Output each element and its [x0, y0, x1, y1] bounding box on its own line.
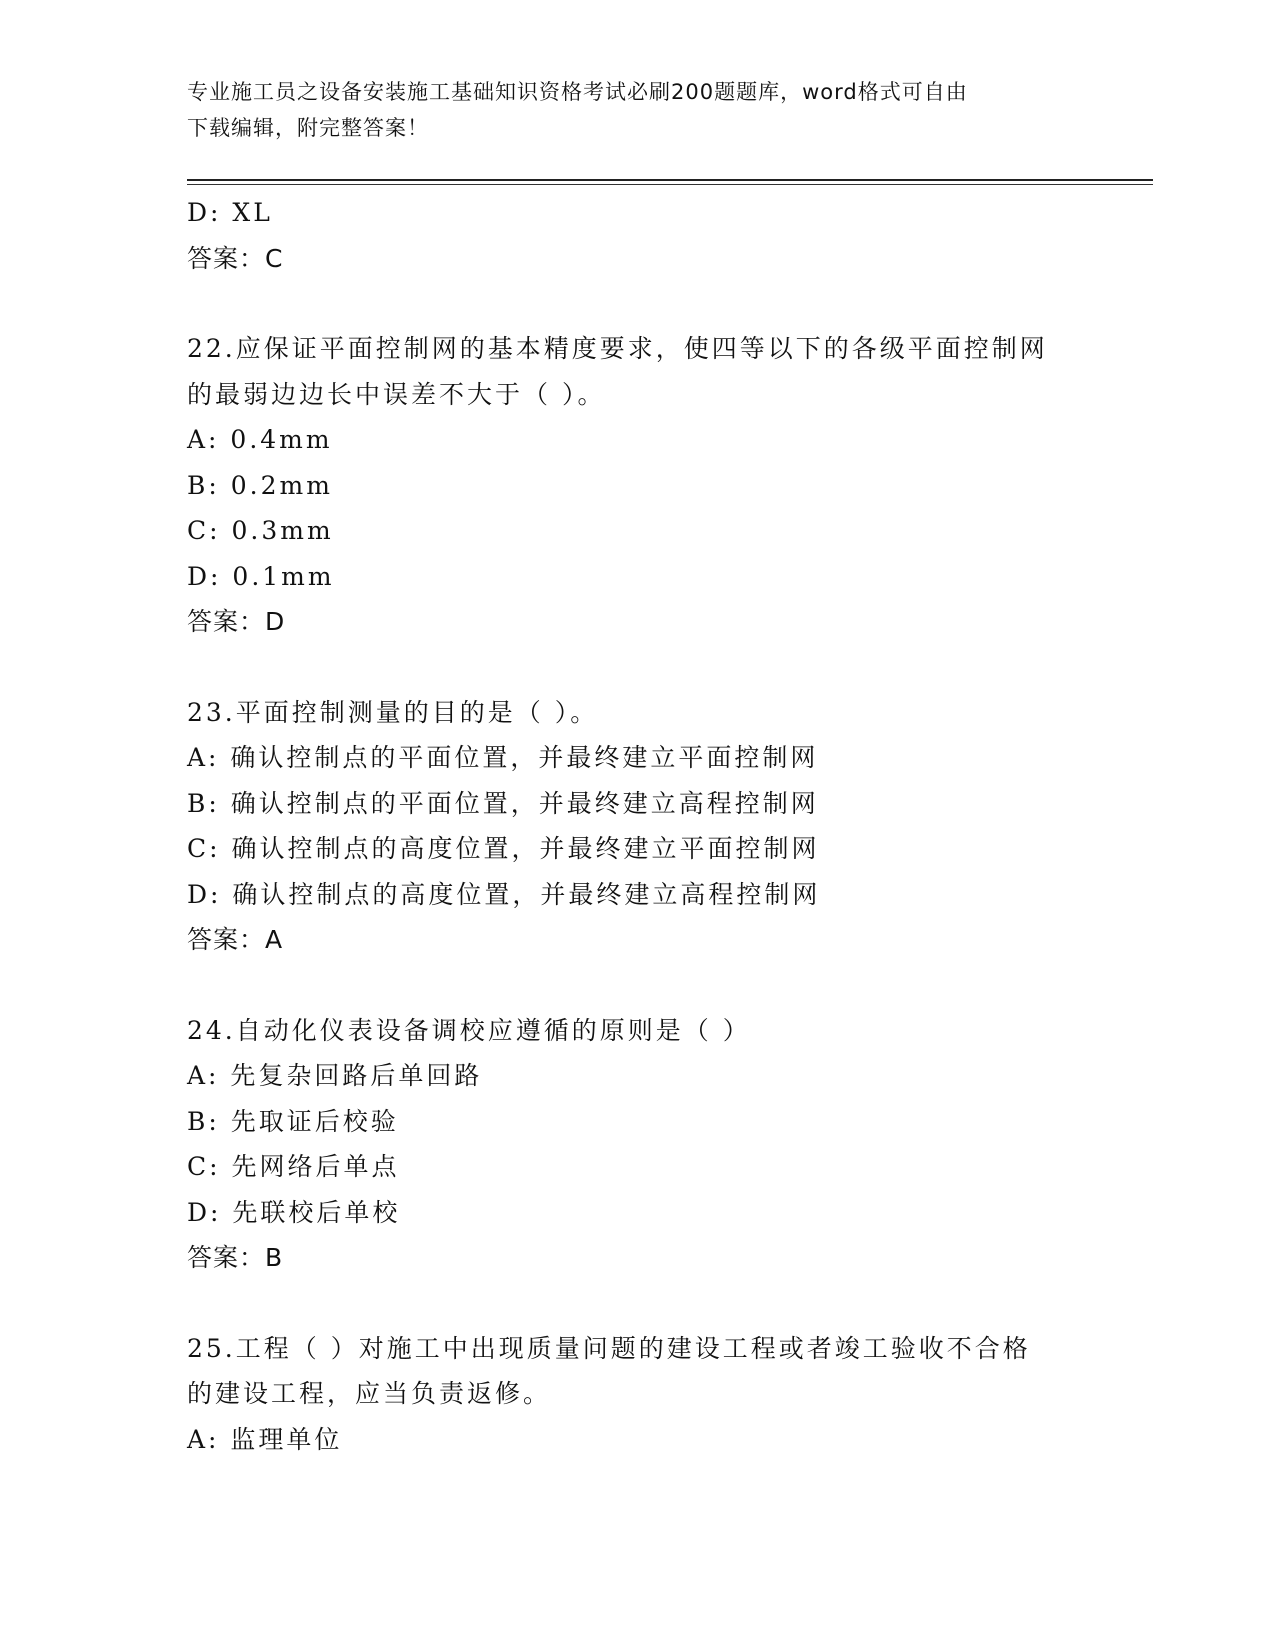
question-stem: 24.自动化仪表设备调校应遵循的原则是（ ）: [187, 1015, 751, 1045]
option-d: D: 先联校后单校: [187, 1197, 401, 1227]
question-23: [187, 690, 1087, 963]
question-stem: 的最弱边边长中误差不大于（ ）。: [187, 379, 606, 409]
header-rule-thick: [187, 179, 1153, 181]
option-d: D: XL: [187, 198, 273, 227]
answer: 答案：B: [187, 1243, 284, 1272]
document-header: [187, 74, 1067, 146]
option-d: D: 确认控制点的高度位置，并最终建立高程控制网: [187, 879, 821, 909]
option-b: B: 0.2mm: [187, 470, 333, 500]
option-d: D: 0.1mm: [187, 561, 335, 591]
option-a: A: 监理单位: [187, 1424, 343, 1454]
question-22: [187, 326, 1087, 645]
option-c: C: 先网络后单点: [187, 1152, 400, 1181]
option-b: B: 先取证后校验: [187, 1106, 399, 1136]
question-stem: 25.工程（ ）对施工中出现质量问题的建设工程或者竣工验收不合格: [187, 1333, 1031, 1363]
question-25: [187, 1326, 1087, 1463]
question-24: [187, 1008, 1087, 1281]
header-rule-thin: [187, 184, 1153, 185]
option-b: B: 确认控制点的平面位置，并最终建立高程控制网: [187, 788, 819, 818]
header-line-1: 专业施工员之设备安装施工基础知识资格考试必刷200题题库，word格式可自由: [187, 80, 968, 104]
option-a: A: 先复杂回路后单回路: [187, 1061, 483, 1090]
option-c: C: 确认控制点的高度位置，并最终建立平面控制网: [187, 834, 820, 863]
option-c: C: 0.3mm: [187, 516, 334, 545]
question-stem: 的建设工程，应当负责返修。: [187, 1379, 552, 1408]
question-stem: 23.平面控制测量的目的是（ ）。: [187, 697, 599, 727]
option-a: A: 确认控制点的平面位置，并最终建立平面控制网: [187, 743, 819, 772]
answer: 答案：D: [187, 607, 286, 636]
answer: 答案：A: [187, 925, 284, 954]
question-list: [187, 190, 1087, 1462]
previous-question-tail: [187, 190, 1087, 281]
header-line-2: 下载编辑，附完整答案！: [187, 116, 429, 140]
question-stem: 22.应保证平面控制网的基本精度要求，使四等以下的各级平面控制网: [187, 334, 1048, 363]
answer: 答案：C: [187, 243, 284, 273]
option-a: A: 0.4mm: [187, 425, 333, 454]
